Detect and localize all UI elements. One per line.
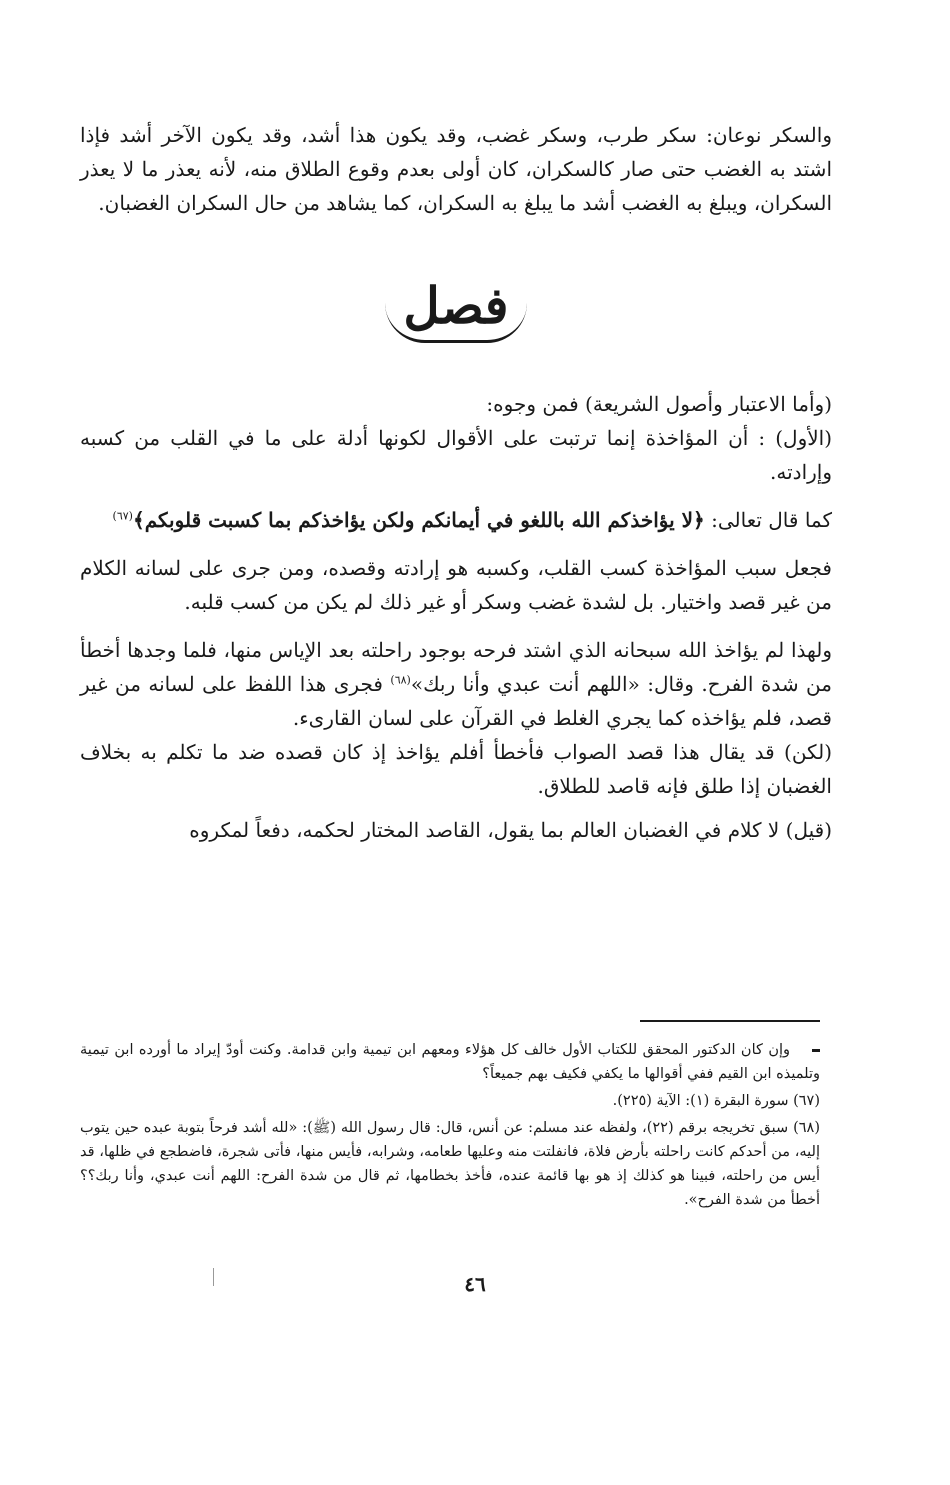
page-number: ٤٦ <box>464 1272 486 1296</box>
hadith-paragraph <box>80 633 832 735</box>
reply-paragraph: (قيل) لا كلام في الغضبان العالم بما يقول، القاصد المختار لحكمه، دفعاً لمكروه <box>189 818 832 842</box>
footnote-67: (٦٧) سورة البقرة (١): الآية (٢٢٥). <box>612 1093 820 1109</box>
verse-lead: كما قال تعالى: <box>704 508 832 532</box>
footnotes <box>80 1038 820 1212</box>
hadith-text-a: ولهذا لم يؤاخذ الله سبحانه الذي اشتد فرحه بوجود راحلته بعد الإياس منها، فلما وجدها أخطأ من شدة الفرح. وقال: «اللهم أنت عبدي وأنا ربك» <box>80 638 832 696</box>
first-point-paragraph: (الأول) : أن المؤاخذة إنما ترتبت على الأقوال لكونها أدلة على ما في القلب من كسبه وإرادته. <box>80 426 832 484</box>
footnote-continued-text: وإن كان الدكتور المحقق للكتاب الأول خالف كل هؤلاء ومعهم ابن تيمية وابن قدامة. وكنت أودّ إيراد ما أورده ابن تيمية وتلميذه ابن القيم ففي أقوالها ما يكفي فكيف بهم جميعاً؟ <box>80 1042 820 1082</box>
continuation-marker-icon <box>812 1049 820 1052</box>
verse-paragraph <box>80 503 832 537</box>
section-heading <box>80 276 832 343</box>
section-heading-text: فصل <box>385 276 526 343</box>
kasb-paragraph: فجعل سبب المؤاخذة كسب القلب، وكسبه هو إرادته وقصده، ومن جرى على لسانه الكلام من غير قصد واختيار. بل لشدة غضب وسكر أو غير ذلك لم يكن من كسب قلبه. <box>80 556 832 614</box>
page-body <box>80 118 832 847</box>
footnote-ref-68: (٦٨) <box>390 673 411 687</box>
intro-paragraph: والسكر نوعان: سكر طرب، وسكر غضب، وقد يكون هذا أشد، وقد يكون الآخر أشد فإذا اشتد به الغضب حتى صار كالسكران، كان أولى بعدم وقوع الطلاق منه، لأنه يعذر ما لا يعذر السكران، ويبلغ به الغضب أشد ما يبلغ به السكران، كما يشاهد من حال السكران الغضبان. <box>80 123 832 215</box>
objection-paragraph: (لكن) قد يقال هذا قصد الصواب فأخطأ أفلم يؤاخذ إذ كان قصده ضد ما تكلم به بخلاف الغضبان إذا طلق فإنه قاصد للطلاق. <box>80 740 832 798</box>
hadith-text-b: فجرى هذا اللفظ على لسانه من غير قصد، فلم يؤاخذه كما يجري الغلط في القرآن على لسان القارىء. <box>80 672 832 730</box>
ways-paragraph: (وأما الاعتبار وأصول الشريعة) فمن وجوه: <box>486 392 832 416</box>
footnote-ref-67: (٦٧) <box>112 509 133 523</box>
footnote-continued <box>80 1038 820 1086</box>
footnote-68: (٦٨) سبق تخريجه برقم (٢٢)، ولفظه عند مسلم: عن أنس، قال: قال رسول الله (ﷺ): «لله أشد فرحاً بتوبة عبده حين يتوب إليه، من أحدكم كانت راحلته بأرض فلاة، فانفلتت منه وعليها طعامه، وشرابه، فأيس منها، فأتى شجرة، فاضطجع في ظلها، قد أيس من راحلته، فبينا هو كذلك إذ هو بها قائمة عنده، فأخذ بخطامها، ثم قال من شدة الفرح: اللهم أنت عبدي، وأنا ربك؟؟ أخطأ من شدة الفرح». <box>80 1120 820 1208</box>
quran-verse: ﴿لا يؤاخذكم الله باللغو في أيمانكم ولكن يؤاخذكم بما كسبت قلوبكم﴾ <box>132 508 705 532</box>
footnote-divider <box>640 1020 820 1022</box>
